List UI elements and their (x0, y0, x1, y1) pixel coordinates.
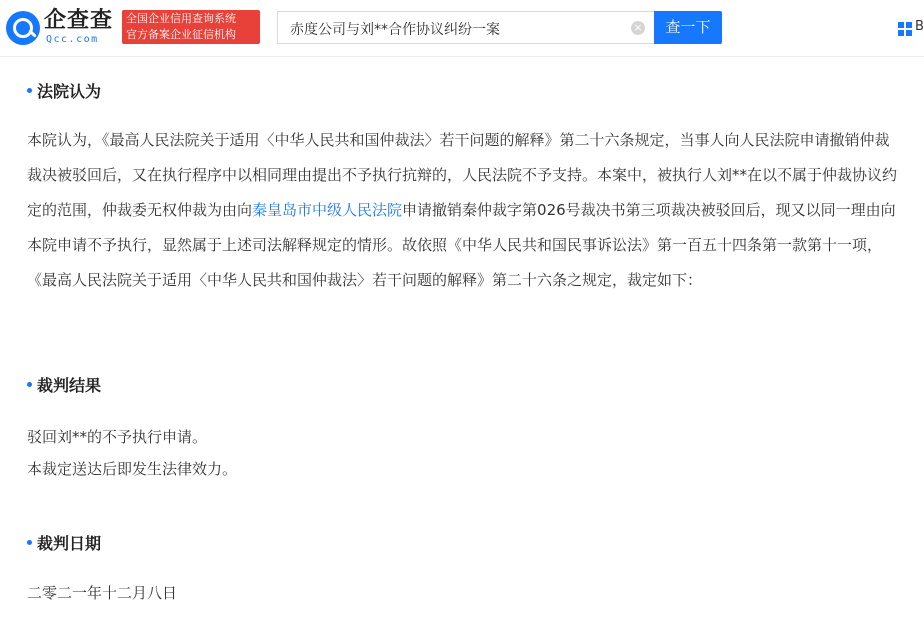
judgment-result-title: 裁判结果 (37, 376, 102, 395)
search-input[interactable] (288, 18, 632, 40)
court-link[interactable]: 秦皇岛市中级人民法院 (252, 201, 403, 219)
court-opinion-title: 法院认为 (37, 82, 102, 101)
app-grid-icon[interactable] (898, 22, 912, 36)
bullet-icon (27, 382, 32, 387)
bullet-icon (27, 88, 32, 93)
judgment-date-value: 二零二一年十二月八日 (27, 584, 178, 602)
logo-text: 企查查 (44, 8, 114, 33)
judgment-date-heading (27, 533, 101, 555)
qcc-logo[interactable] (6, 9, 118, 47)
judgment-result-heading (27, 375, 101, 397)
corner-label[interactable]: B (915, 19, 924, 34)
judgment-result-line-1: 驳回刘**的不予执行申请。 (27, 428, 208, 446)
badge-line-1: 全国企业信用查询系统 (126, 12, 236, 25)
top-bar (0, 0, 924, 57)
court-opinion-text (27, 123, 899, 298)
bullet-icon (27, 540, 32, 545)
court-opinion-heading (27, 81, 101, 103)
search-button[interactable]: 查一下 (654, 11, 722, 44)
judgment-date-title: 裁判日期 (37, 534, 102, 553)
opinion-text-part1: 本院认为，《最高人民法院关于适用〈中华人民共和国仲裁法〉若干问题的解释》第二十六条规定，当事人向人民法院申请撤销仲裁裁决被驳回后，又在执行程序中以相同理由提出不予执行抗辩的，人民法院不予支持。本案中，被执行人刘**在以不属于仲裁协议约定的范围，仲裁委无权仲裁为由向 (27, 131, 898, 219)
badge-line-2: 官方备案企业征信机构 (126, 28, 236, 41)
clear-icon[interactable]: × (631, 21, 645, 35)
logo-domain: Qcc.com (46, 34, 99, 45)
judgment-result-line-2: 本裁定送达后即发生法律效力。 (27, 460, 238, 478)
logo-search-icon (6, 11, 40, 45)
opinion-text-part2: 申请撤销秦仲裁字第026号裁决书第三项裁决被驳回后，现又以同一理由向本院申请不予执行，显然属于上述司法解释规定的情形。故依照《中华人民共和国民事诉讼法》第一百五十四条第一款第十一项，《最高人民法院关于适用〈中华人民共和国仲裁法〉若干问题的解释》第二十六条之规定，裁定如下： (27, 201, 896, 289)
certification-badge[interactable] (122, 10, 260, 44)
search-box (277, 11, 655, 44)
